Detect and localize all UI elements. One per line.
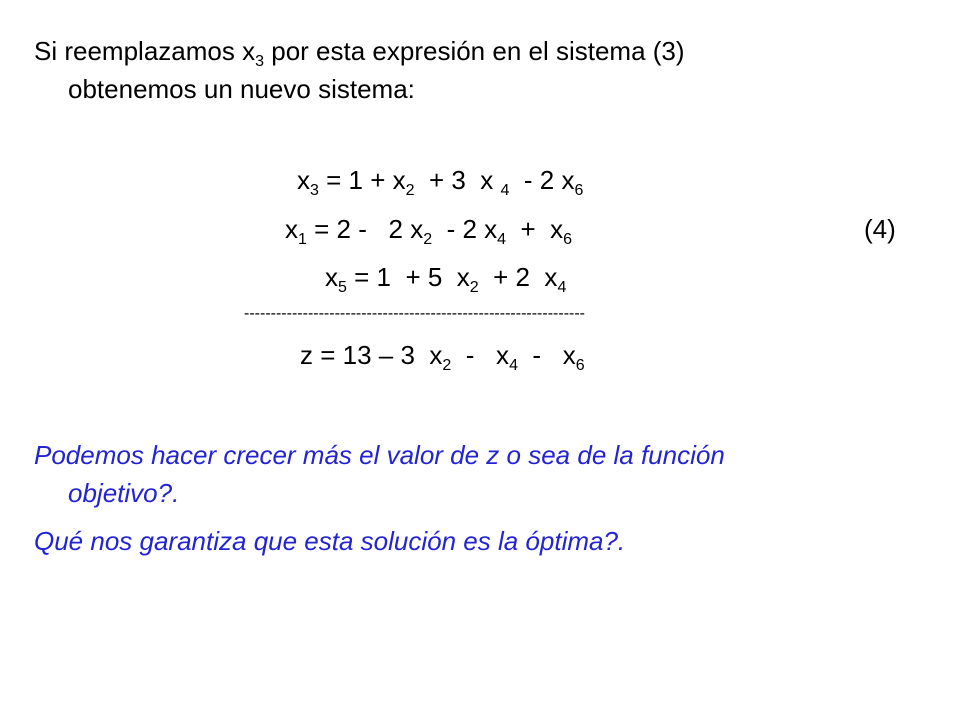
question-2: Qué nos garantiza que esta solución es la óptima?.: [34, 526, 626, 556]
intro-text-b: por esta expresión en el sistema (3): [271, 36, 685, 66]
intro-paragraph: [34, 32, 914, 108]
question-1: [34, 436, 914, 512]
objective-equation: z = 13 – 3 $x_2 - x_4 - x_6$: [300, 340, 585, 374]
system-number-label: (4): [864, 214, 896, 244]
question-1-line2: objetivo?.: [68, 478, 180, 508]
intro-variable: $x_3$: [242, 36, 264, 70]
equation-x1: $x_1 = 2 - 2$ $x_2 - 2$ $x_4 + x_6$: [285, 214, 573, 248]
question-1-line1: Podemos hacer crecer más el valor de z o sea de la función: [34, 440, 725, 470]
equation-x3: $x_3 = 1 + x_2 + 3$ x $_4$ - 2 $x_6$: [297, 165, 584, 199]
dashed-divider: ----------------------------------------------------------------: [244, 305, 585, 322]
intro-text-line2: obtenemos un nuevo sistema:: [68, 74, 415, 104]
equation-x5: $x_5 = 1 + 5$ $x_2 + 2$ $x_4$: [325, 262, 567, 296]
intro-text-a: Si reemplazamos: [34, 36, 235, 66]
